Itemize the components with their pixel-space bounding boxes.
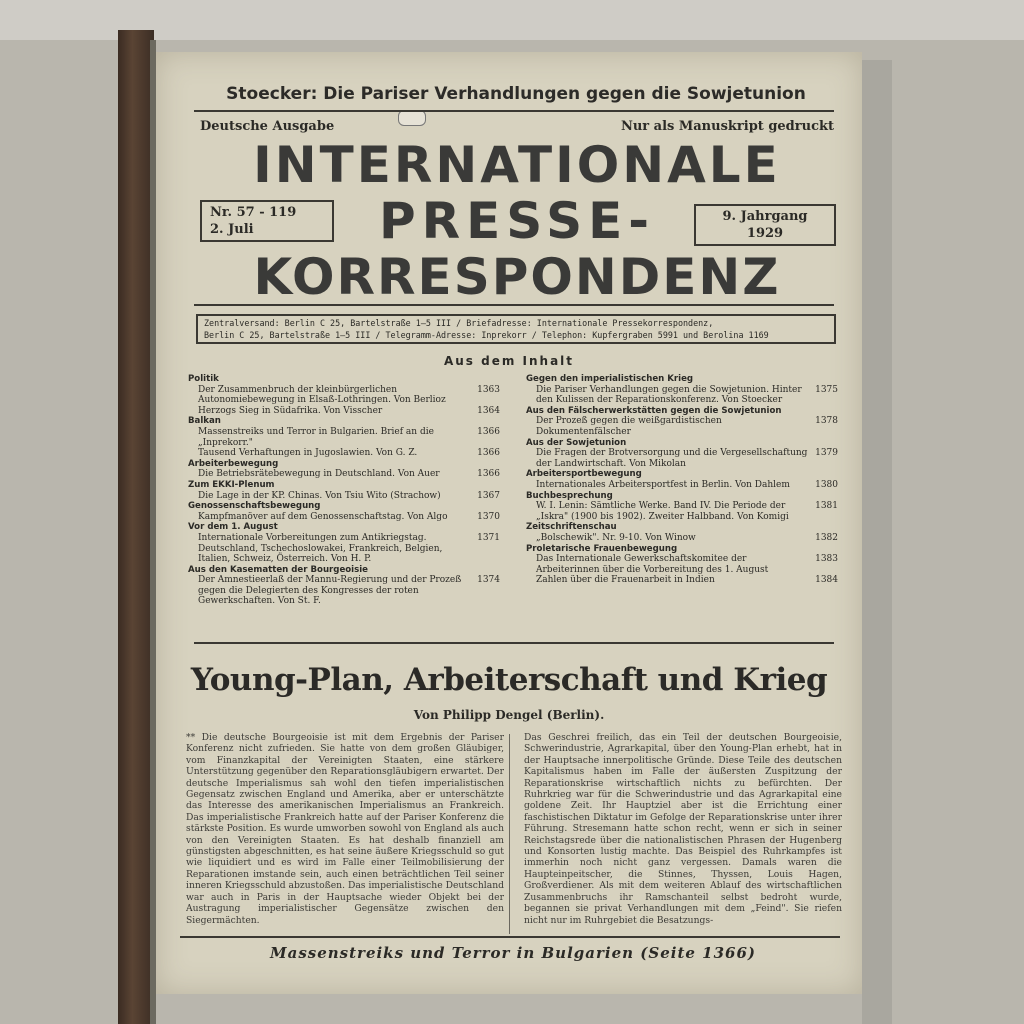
contents-entry-page: 1374 xyxy=(477,575,500,586)
contents-entry-page: 1364 xyxy=(477,405,500,416)
contents-entry xyxy=(188,406,500,417)
newspaper-page xyxy=(156,52,862,994)
contents-section-heading: Vor dem 1. August xyxy=(188,522,278,533)
contents-section-heading: Buchbesprechung xyxy=(526,490,613,501)
contents-entry-page: 1375 xyxy=(815,384,838,395)
contents-entry-title: Herzogs Sieg in Südafrika. Von Visscher xyxy=(198,405,383,416)
contents-entry-page: 1382 xyxy=(815,532,838,543)
edition-label: Deutsche Ausgabe xyxy=(200,119,335,134)
contents-section-heading: Gegen den imperialistischen Krieg xyxy=(526,374,694,384)
contents-section-heading: Politik xyxy=(188,374,219,384)
contents-entry-page: 1363 xyxy=(477,384,500,395)
masthead-line-1: INTERNATIONALE xyxy=(253,136,781,194)
article-byline: Von Philipp Dengel (Berlin). xyxy=(413,708,605,722)
year-volume: 9. Jahrgang xyxy=(722,209,808,224)
contents-entry xyxy=(188,427,500,448)
masthead-rule xyxy=(194,304,834,306)
contents-entry xyxy=(188,448,500,459)
contents-entry-title: Kampfmanöver auf dem Genossenschaftstag. Von Algo xyxy=(198,511,448,522)
contents-entry xyxy=(526,575,838,586)
contents-entry-page: 1366 xyxy=(477,448,500,459)
contents-entry-title: „Bolschewik". Nr. 9-10. Von Winow xyxy=(536,532,696,543)
contents-entry-page: 1380 xyxy=(815,479,838,490)
year: 1929 xyxy=(746,226,784,241)
contents-entry-title: Zahlen über die Frauenarbeit in Indien xyxy=(536,575,715,586)
contents-section-heading: Aus den Fälscherwerkstätten gegen die Sowjetunion xyxy=(526,405,782,416)
contents-entry-page: 1379 xyxy=(815,448,838,459)
top-headline: Stoecker: Die Pariser Verhandlungen gegen die Sowjetunion xyxy=(226,84,806,104)
masthead-line-2: PRESSE- xyxy=(379,192,655,250)
contents-rule xyxy=(194,642,834,644)
contents-section-heading: Arbeiterbewegung xyxy=(188,458,279,469)
contents-entry xyxy=(526,533,838,544)
masthead-line-3: KORRESPONDENZ xyxy=(253,248,781,306)
contents-section-heading: Zeitschriftenschau xyxy=(526,522,617,533)
address-box xyxy=(196,314,836,344)
contents-right-column xyxy=(526,374,838,586)
contents-section-heading: Genossenschaftsbewegung xyxy=(188,501,321,512)
contents-entry-title: Internationale Vorbereitungen zum Antikriegstag. Deutschland, Tschechoslowakei, Frankreich, Belgien, Italien, Schweiz, Österreich. Von H. P. xyxy=(198,532,443,565)
contents-left-column xyxy=(188,374,500,607)
contents-entry-title: Die Fragen der Brotversorgung und die Vergesellschaftung der Landwirtschaft. Von Mikolan xyxy=(536,448,808,469)
contents-section-heading: Arbeitersportbewegung xyxy=(526,469,642,480)
contents-entry xyxy=(526,480,838,491)
contents-entry-page: 1383 xyxy=(815,554,838,565)
contents-section-heading: Aus den Kasematten der Bourgeoisie xyxy=(188,564,369,575)
manuscript-note: Nur als Manuskript gedruckt xyxy=(620,119,834,134)
contents-entry xyxy=(188,512,500,523)
top-rule xyxy=(194,110,834,112)
contents-entry-title: Tausend Verhaftungen in Jugoslawien. Von G. Z. xyxy=(198,448,418,459)
contents-entry-page: 1367 xyxy=(477,490,500,501)
contents-entry-title: Der Amnestieerlaß der Mannu-Regierung und der Prozeß gegen die Delegierten des Kongresses der roten Gewerkschaften. Von St. F. xyxy=(198,575,462,607)
address-line-2: Berlin C 25, Bartelstraße 1—5 III / Telegramm-Adresse: Inprekorr / Telephon: Kupfergraben 5991 und Berolina 1169 xyxy=(204,330,769,340)
page-stack-edge xyxy=(862,60,892,1024)
article-column-left: ** Die deutsche Bourgeoisie ist mit dem Ergebnis der Pariser Konferenz nicht zufrieden. Sie hatte von dem großen Gläubiger, vom Finanzkapital der Vereinigten Staaten, eine stärkere Unterstützung gegenüber den Reparationsgläubigern erwartet. Der deutsche Imperialismus sah wohl den tiefen imperialistischen Gegensatz zwischen England und Amerika, aber er unterschätzte das Interesse des amerikanischen Imperialismus an Frankreich. Das imperialistische Frankreich hatte auf der Pariser Konferenz die stärkste Position. Es wurde umworben sowohl von England als auch von den Vereinigten Staaten. Es hat deshalb finanziell am günstigsten abgeschnitten, es hat seine äußere Kriegsschuld so gut wie liquidiert und es wird im Falle einer Teilmobilisierung der Reparationen imstande sein, auch einen beträchtlichen Teil seiner inneren Kriegsschuld abzustoßen. Das imperialistische Deutschland war auch in Paris in der Hauptsache wieder Objekt bei der Austragung imperialistischer Gegensätze zwischen den Siegermächten. xyxy=(186,732,504,926)
contents-entry-title: W. I. Lenin: Sämtliche Werke. Band IV. Die Periode der „Iskra" (1900 bis 1902). Zweiter Halbband. Von Komigi xyxy=(536,501,789,522)
contents-section-heading: Aus der Sowjetunion xyxy=(526,437,627,448)
contents-entry xyxy=(526,554,838,575)
contents-entry-title: Der Zusammenbruch der kleinbürgerlichen Autonomiebewegung in Elsaß-Lothringen. Von Berlioz xyxy=(198,384,446,406)
contents-entry xyxy=(188,575,500,607)
contents-entry-page: 1370 xyxy=(477,511,500,522)
footer-banner: Massenstreiks und Terror in Bulgarien (Seite 1366) xyxy=(270,944,756,962)
contents-heading: Aus dem Inhalt xyxy=(443,354,575,368)
contents-entry-title: Das Internationale Gewerkschaftskomitee der Arbeiterinnen über die Vorbereitung des 1. August xyxy=(536,554,769,575)
contents-entry xyxy=(526,385,838,406)
contents-entry xyxy=(526,448,838,469)
article-headline: Young-Plan, Arbeiterschaft und Krieg xyxy=(190,662,828,698)
contents-entry xyxy=(188,469,500,480)
contents-entry-title: Internationales Arbeitersportfest in Berlin. Von Dahlem xyxy=(536,479,790,490)
address-line-1: Zentralversand: Berlin C 25, Bartelstraße 1—5 III / Briefadresse: Internationale Pressekorrespondenz, xyxy=(204,318,714,328)
article-column-right: Das Geschrei freilich, das ein Teil der deutschen Bourgeoisie, Schwerindustrie, Agrarkapital, über den Young-Plan erhebt, hat in der Hauptsache innerpolitische Gründe. Diese Teile des deutschen Kapitalismus haben im Falle der äußersten Zuspitzung der Reparationskrise wirtschaftlich nichts zu befürchten. Der Ruhrkrieg war für die Schwerindustrie und das Agrarkapital eine goldene Zeit. Ihr Hauptziel aber ist die Errichtung einer faschistischen Diktatur im Gefolge der Reparationskrise unter ihrer Führung. Stresemann hatte schon recht, wenn er sich in seiner Reichstagsrede über die nationalistischen Phrasen der Hugenberg und Konsorten lustig machte. Das Beispiel des Ruhrkampfes ist immerhin noch nicht ganz vergessen. Damals waren die Haupteinpeitscher, die Stinnes, Thyssen, Louis Hagen, Großverdiener. Als mit dem weiteren Ablauf des wirtschaftlichen Zusammenbruchs ihr Ramschanteil selbst bedroht wurde, begannen sie privat Verhandlungen mit dem „Feind". Sie riefen nicht nur im Ruhrgebiet die Besatzungs- xyxy=(524,732,842,926)
contents-section-heading: Balkan xyxy=(188,416,221,427)
issue-box xyxy=(200,200,334,242)
year-box xyxy=(694,204,836,246)
contents-entry xyxy=(188,491,500,502)
issue-number: Nr. 57 - 119 xyxy=(210,205,297,220)
library-sticker xyxy=(398,110,426,126)
contents-section-heading: Zum EKKI-Plenum xyxy=(188,479,275,490)
column-divider xyxy=(509,734,510,934)
contents-entry xyxy=(526,416,838,437)
issue-date: 2. Juli xyxy=(210,222,254,237)
contents-entry-title: Massenstreiks und Terror in Bulgarien. Brief an die „Inprekorr." xyxy=(198,426,434,448)
contents-entry-title: Die Lage in der KP. Chinas. Von Tsiu Wito (Strachow) xyxy=(198,490,441,501)
contents-entry-page: 1371 xyxy=(477,532,500,543)
contents-entry xyxy=(188,533,500,565)
contents-entry xyxy=(188,385,500,406)
contents-entry-page: 1366 xyxy=(477,469,500,480)
contents-entry-page: 1381 xyxy=(815,501,838,512)
contents-entry xyxy=(526,501,838,522)
contents-entry-title: Die Betriebsrätebewegung in Deutschland. Von Auer xyxy=(198,469,440,480)
contents-entry-title: Die Pariser Verhandlungen gegen die Sowjetunion. Hinter den Kulissen der Reparationskonferenz. Von Stoecker xyxy=(536,384,802,406)
contents-entry-title: Der Prozeß gegen die weißgardistischen Dokumentenfälscher xyxy=(536,416,722,437)
book-spine xyxy=(118,30,154,1024)
contents-entry-page: 1384 xyxy=(815,575,838,586)
contents-section-heading: Proletarische Frauenbewegung xyxy=(526,543,678,554)
footer-rule xyxy=(180,936,840,938)
contents-entry-page: 1378 xyxy=(815,416,838,427)
contents-entry-page: 1366 xyxy=(477,426,500,437)
